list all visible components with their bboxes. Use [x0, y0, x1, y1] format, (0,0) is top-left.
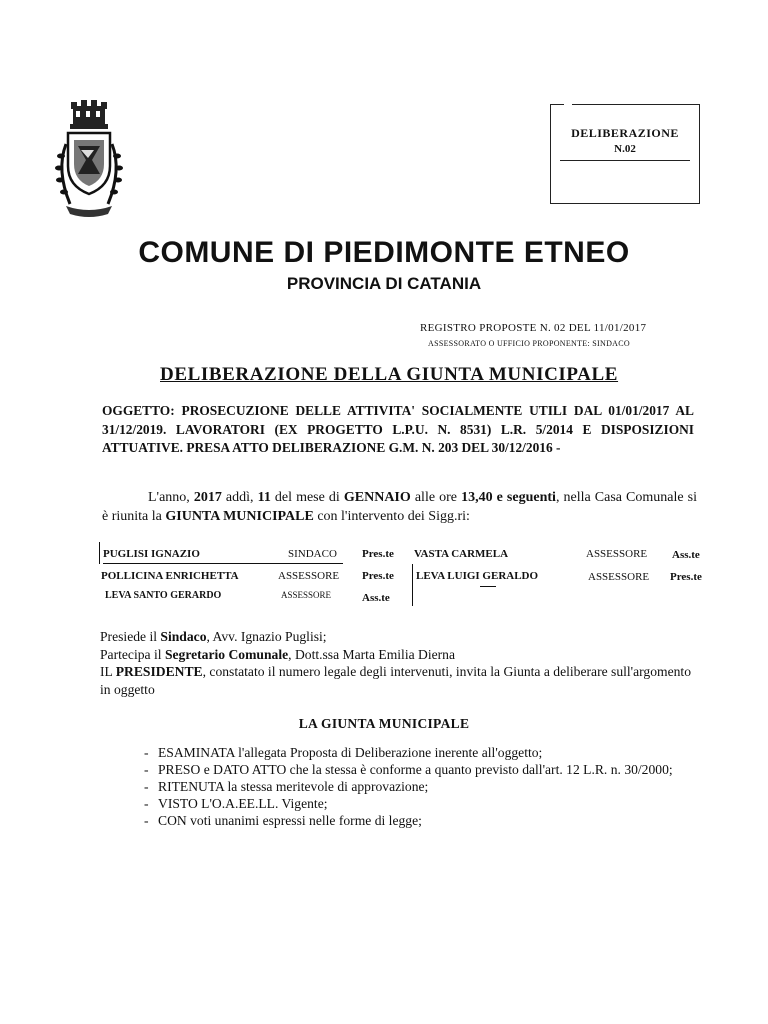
coat-of-arms-emblem: [48, 100, 130, 224]
presidency-paragraph: Presiede il Sindaco, Avv. Ignazio Puglisi; Partecipa il Segretario Comunale, Dott.ssa Marta Emilia Dierna IL PRESIDENTE, constatato il numero legale degli intervenuti, invita la Giunta a deliberare sull'argomento in oggetto: [100, 629, 692, 697]
recitals-list: [148, 744, 708, 829]
attendee-status: Pres.te: [362, 570, 394, 582]
attendee-role: ASSESSORE: [278, 570, 340, 582]
list-item: - CON voti unanimi espressi nelle forme di legge;: [148, 812, 708, 829]
list-item: - ESAMINATA l'allegata Proposta di Deliberazione inerente all'oggetto;: [148, 744, 708, 761]
attendee-name: LEVA SANTO GERARDO: [105, 590, 222, 601]
attendee-status: Ass.te: [672, 549, 700, 561]
attendee-status: Pres.te: [362, 548, 394, 560]
provincia-heading: PROVINCIA DI CATANIA: [286, 274, 482, 293]
ufficio-proponente: ASSESSORATO O UFFICIO PROPONENTE: SINDACO: [428, 339, 630, 348]
intro-paragraph: L'anno, 2017 addì, 11 del mese di GENNAIO alle ore 13,40 e seguenti, nella Casa Comunale si è riunita la GIUNTA MUNICIPALE con l'intervento dei Sigg.ri:: [102, 490, 698, 524]
section-title: LA GIUNTA MUNICIPALE: [298, 716, 470, 731]
list-item: - VISTO L'O.A.EE.LL. Vigente;: [148, 795, 708, 812]
deliberazione-label: DELIBERAZIONE: [571, 126, 679, 140]
deliberazione-number-box: [550, 104, 700, 204]
list-item: - PRESO e DATO ATTO che la stessa è conforme a quanto previsto dall'art. 12 L.R. n. 30/2000;: [148, 761, 708, 778]
attendee-name: POLLICINA ENRICHETTA: [101, 570, 239, 582]
document-title: DELIBERAZIONE DELLA GIUNTA MUNICIPALE: [160, 364, 619, 385]
comune-heading: COMUNE DI PIEDIMONTE ETNEO: [138, 236, 630, 269]
attendee-name: LEVA LUIGI GERALDO: [416, 570, 539, 582]
attendee-role: ASSESSORE: [586, 548, 648, 560]
attendee-name: VASTA CARMELA: [414, 548, 509, 560]
deliberazione-number: N.02: [614, 143, 636, 155]
attendee-status: Pres.te: [670, 571, 702, 583]
oggetto-paragraph: OGGETTO: PROSECUZIONE DELLE ATTIVITA' SOCIALMENTE UTILI DAL 01/01/2017 AL 31/12/2019. LAVORATORI (EX PROGETTO L.P.U. N. 8531) L.R. 5/2014 E DISPOSIZIONI ATTUATIVE. PRESA ATTO DELIBERAZIONE G.M. N. 203 DEL 30/12/2016 -: [102, 403, 694, 455]
attendee-role: SINDACO: [288, 548, 337, 560]
attendee-role: ASSESSORE: [588, 571, 650, 583]
attendee-role: ASSESSORE: [281, 590, 332, 600]
attendee-status: Ass.te: [362, 592, 390, 604]
list-item: - RITENUTA la stessa meritevole di approvazione;: [148, 778, 708, 795]
attendee-name: PUGLISI IGNAZIO: [103, 548, 200, 560]
registro-proposte: REGISTRO PROPOSTE N. 02 DEL 11/01/2017: [420, 322, 647, 334]
